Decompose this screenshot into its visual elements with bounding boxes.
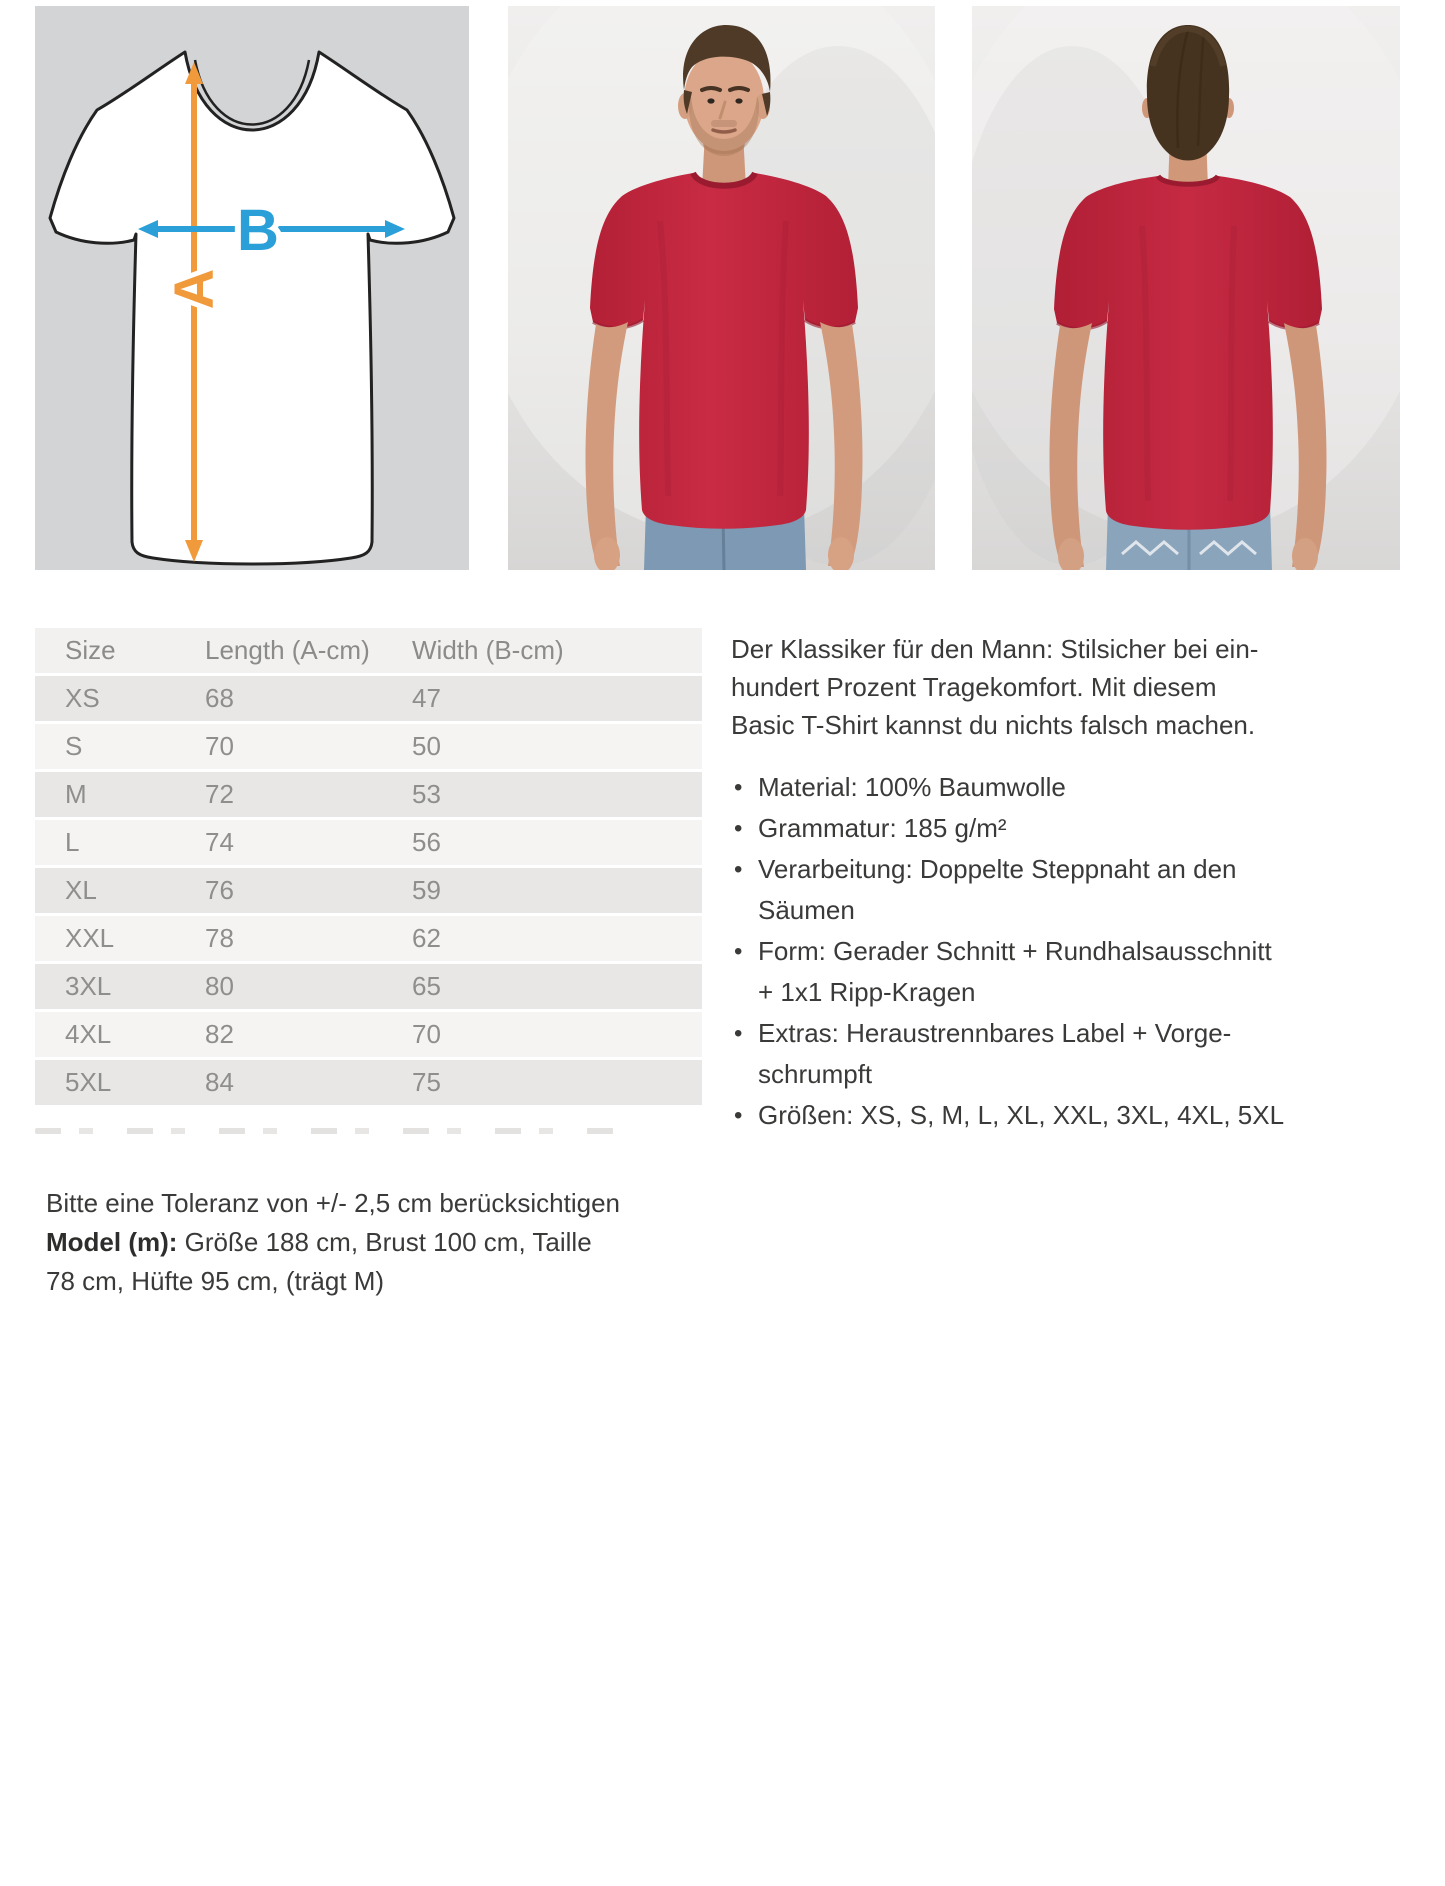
cell-size: M [65, 779, 87, 809]
intro-line: Basic T-Shirt kannst du nichts falsch machen. [731, 710, 1256, 740]
cell-length: 82 [205, 1019, 234, 1049]
header-size: Size [65, 635, 116, 665]
back-photo-graphic [972, 6, 1400, 570]
clipped-row-remnant [35, 1128, 627, 1134]
cell-length: 72 [205, 779, 234, 809]
table-row [35, 916, 702, 961]
table-row [35, 1060, 702, 1105]
cell-width: 59 [412, 875, 441, 905]
size-table [35, 628, 702, 1108]
cell-size: XXL [65, 923, 115, 953]
description-intro [731, 630, 1391, 744]
table-row [35, 964, 702, 1009]
spec-item-verarbeitung: • Verarbeitung: Doppelte Steppnaht an den Säumen [731, 849, 1391, 931]
cell-width: 47 [412, 683, 441, 713]
cell-width: 70 [412, 1019, 441, 1049]
size-table-header [35, 628, 702, 673]
measurement-notes [46, 1184, 620, 1301]
cell-size: 3XL [65, 971, 112, 1001]
cell-size: XS [65, 683, 100, 713]
cell-width: 62 [412, 923, 441, 953]
cell-length: 78 [205, 923, 234, 953]
cell-size: XL [65, 875, 97, 905]
cell-length: 80 [205, 971, 234, 1001]
table-row [35, 820, 702, 865]
spec-list [731, 767, 1391, 1136]
intro-line: Der Klassiker für den Mann: Stilsicher bei ein- [731, 634, 1259, 664]
intro-line: hundert Prozent Tragekomfort. Mit diesem [731, 672, 1217, 702]
cell-size: S [65, 731, 83, 761]
table-row [35, 868, 702, 913]
cell-length: 76 [205, 875, 234, 905]
size-diagram-graphic [35, 6, 469, 570]
cell-width: 75 [412, 1067, 441, 1097]
model-note-line1: Model (m): Größe 188 cm, Brust 100 cm, Taille [46, 1227, 592, 1257]
table-row [35, 1012, 702, 1057]
spec-item-grammatur: • Grammatur: 185 g/m² [731, 808, 1391, 849]
cell-length: 84 [205, 1067, 234, 1097]
cell-width: 53 [412, 779, 441, 809]
spec-item-groessen: • Größen: XS, S, M, L, XL, XXL, 3XL, 4XL, 5XL [731, 1095, 1391, 1136]
product-description [731, 630, 1391, 1136]
cell-size: 5XL [65, 1067, 112, 1097]
spec-item-extras: • Extras: Heraustrennbares Label + Vorge- schrumpft [731, 1013, 1391, 1095]
cell-width: 65 [412, 971, 441, 1001]
spec-item-material: • Material: 100% Baumwolle [731, 767, 1391, 808]
table-row [35, 772, 702, 817]
label-b: B [237, 198, 279, 263]
table-row [35, 724, 702, 769]
product-photo-back [972, 6, 1400, 570]
cell-width: 56 [412, 827, 441, 857]
spec-item-form: • Form: Gerader Schnitt + Rundhalsausschnitt + 1x1 Ripp-Kragen [731, 931, 1391, 1013]
product-photo-front [508, 6, 935, 570]
cell-width: 50 [412, 731, 441, 761]
tolerance-note: Bitte eine Toleranz von +/- 2,5 cm berücksichtigen [46, 1188, 620, 1218]
cell-size: L [65, 827, 80, 857]
model-note-line2: 78 cm, Hüfte 95 cm, (trägt M) [46, 1266, 385, 1296]
table-row [35, 676, 702, 721]
model-label: Model (m): [46, 1227, 178, 1257]
cell-length: 74 [205, 827, 234, 857]
cell-length: 68 [205, 683, 234, 713]
cell-length: 70 [205, 731, 234, 761]
header-width: Width (B-cm) [412, 635, 564, 665]
cell-size: 4XL [65, 1019, 112, 1049]
front-photo-graphic [508, 6, 935, 570]
label-a: A [162, 268, 225, 310]
header-length: Length (A-cm) [205, 635, 370, 665]
size-diagram-panel [35, 6, 469, 570]
